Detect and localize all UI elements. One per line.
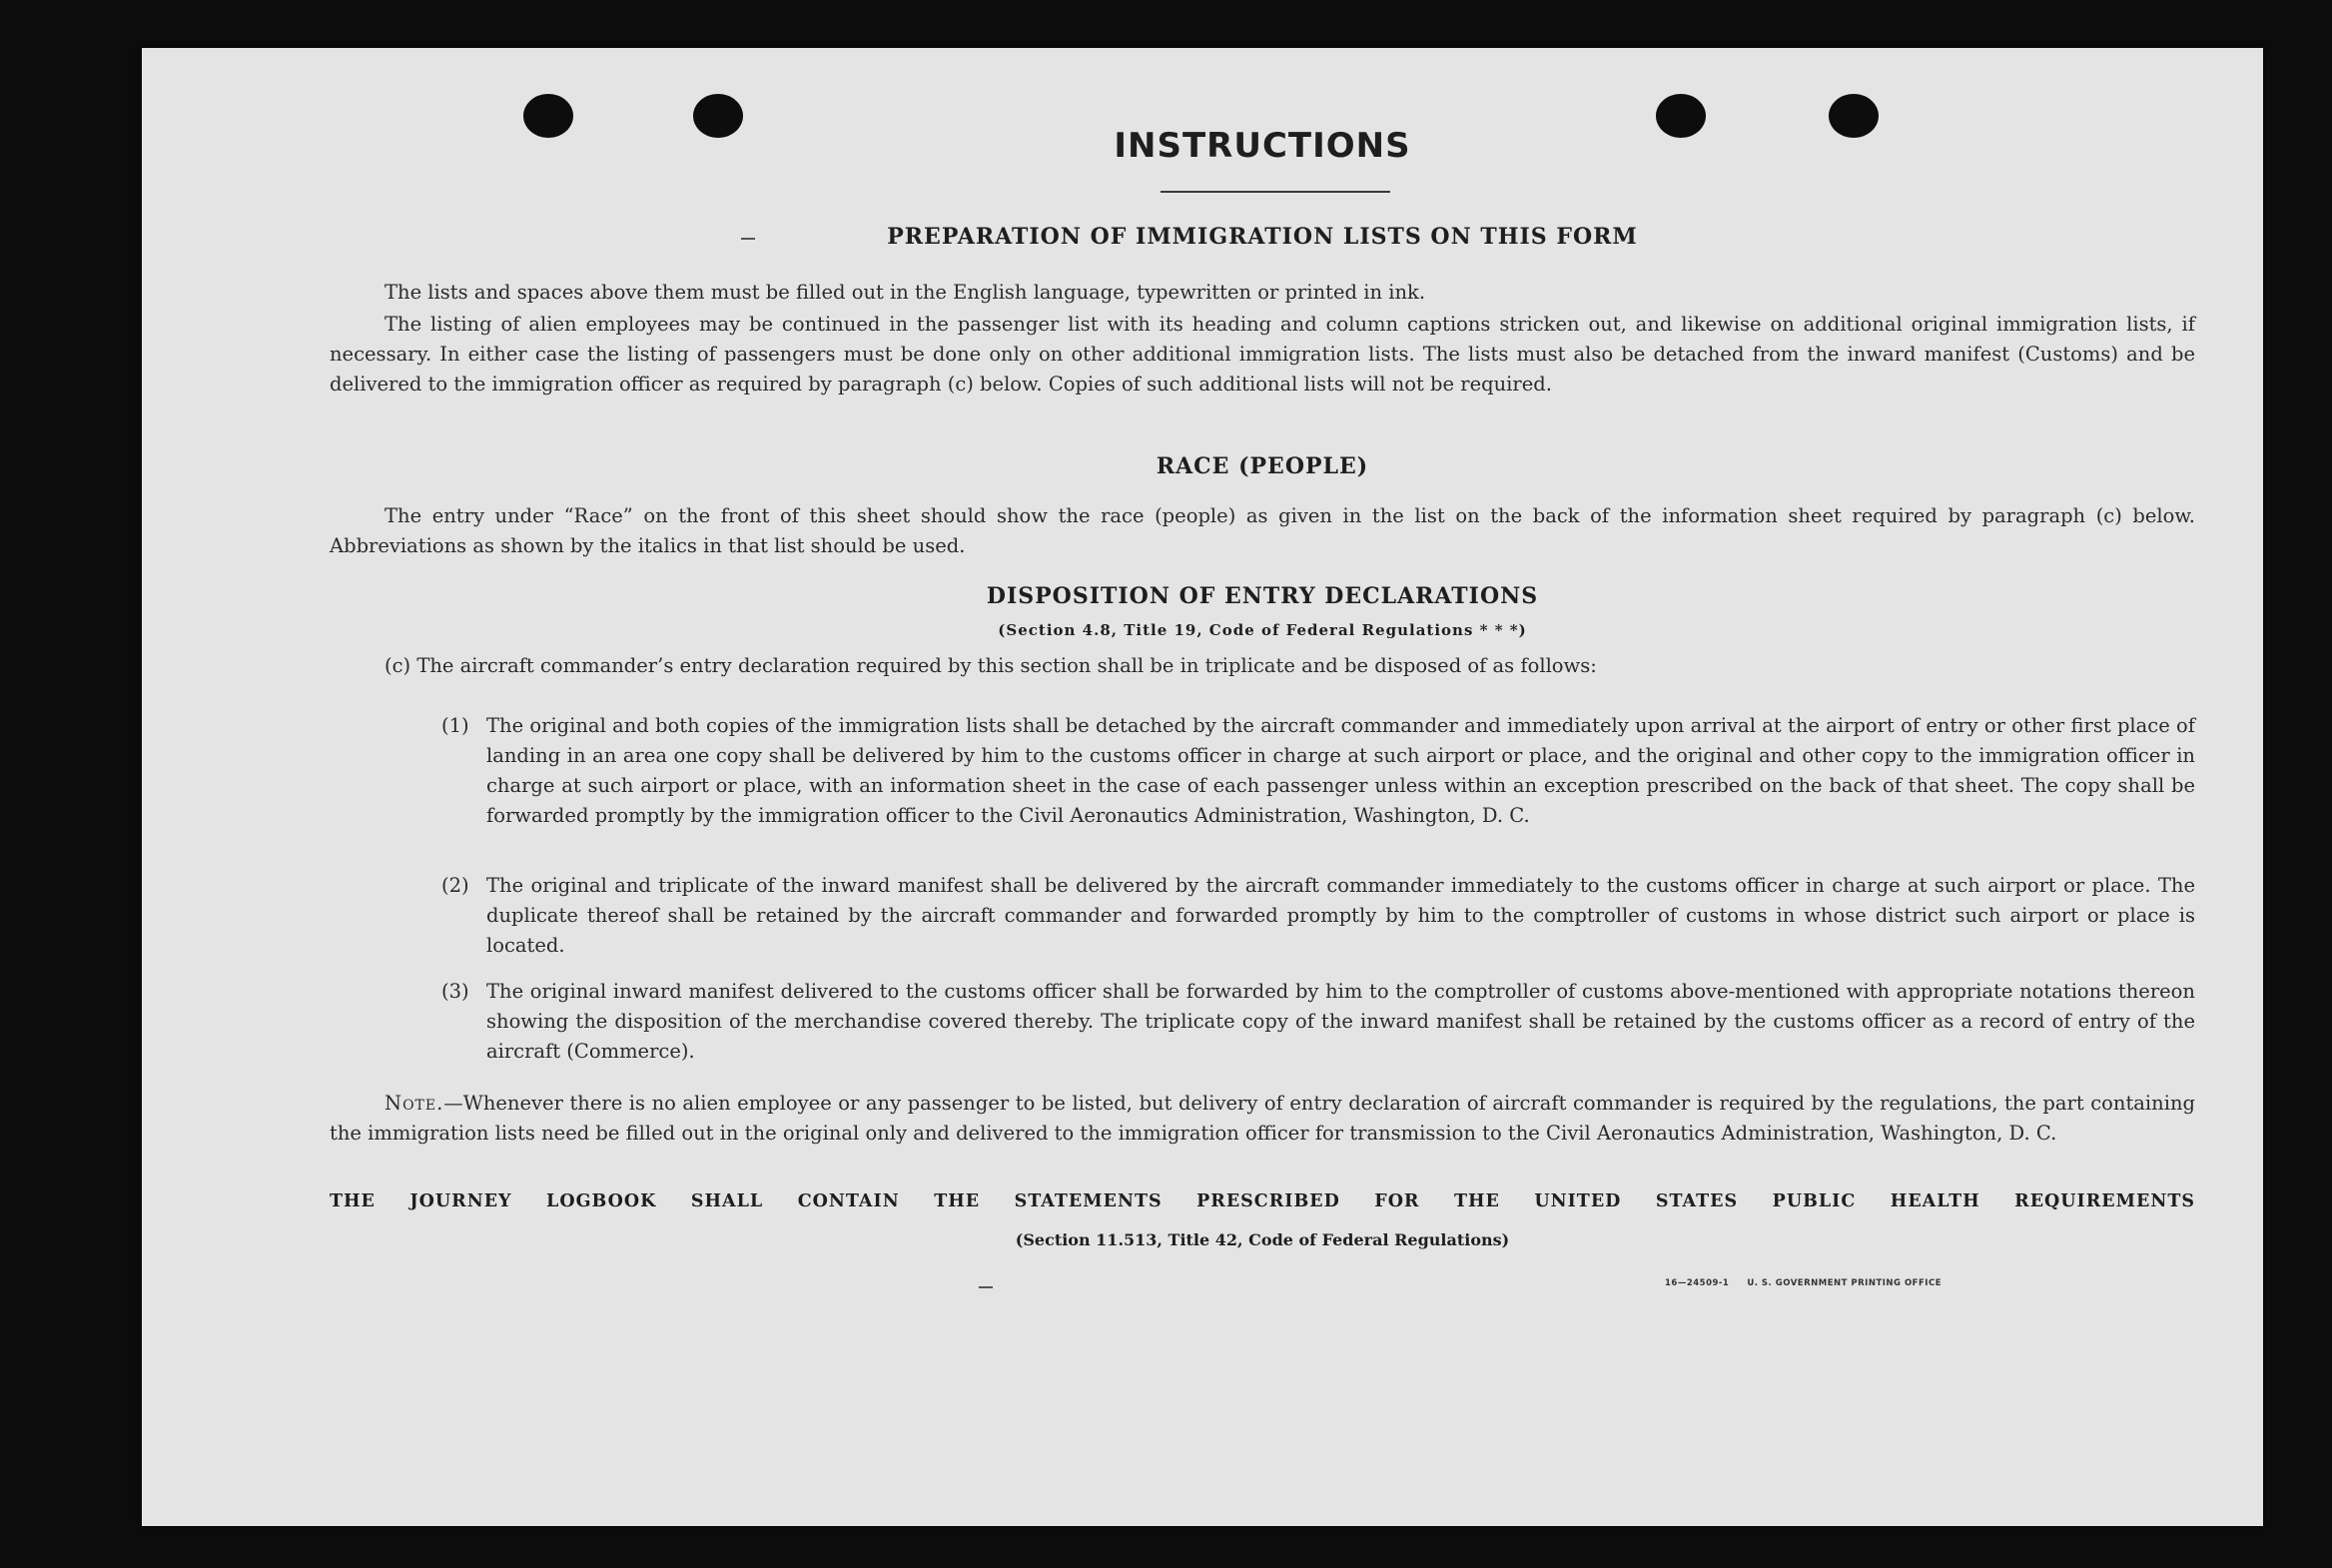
title-underline <box>1161 191 1390 193</box>
paragraph-intro-c: (c) The aircraft commander’s entry declaration required by this section shall be in triplicate and be disposed of as follows: <box>385 654 1597 677</box>
paragraph-race: The entry under “Race” on the front of this sheet should show the race (people) as given in the list on the back of the information sheet required by paragraph (c) below. Abbreviations as shown by the italics in that list should be used. <box>330 504 2195 557</box>
list-item-number: (3) <box>441 980 469 1003</box>
list-item-number: (1) <box>441 714 469 737</box>
list-item-text: The original and both copies of the immigration lists shall be detached by the aircraft commander and immediately upon arrival at the airport of entry or other first place of landing in an area one copy shall be delivered by him to the customs officer in charge at such airport or place, and the original and other copy to the immigration officer in charge at such airport or place, with an information sheet in the case of each passenger unless within an exception prescribed on the back of that sheet. The copy shall be forwarded promptly by the immigration officer to the Civil Aeronautics Administration, Washington, D. C. <box>486 714 2195 827</box>
list-item-text: The original and triplicate of the inward manifest shall be delivered by the aircraft commander immediately to the customs officer in charge at such airport or place. The duplicate thereof shall be retained by the aircraft commander and forwarded promptly by him to the comptroller of customs in whose district such airport or place is located. <box>486 874 2195 957</box>
list-item <box>441 711 2195 831</box>
note-paragraph <box>330 1089 2195 1149</box>
dash-mark <box>979 1286 993 1288</box>
section-heading-race: RACE (PEOPLE) <box>1156 453 1369 479</box>
printer-name: U. S. GOVERNMENT PRINTING OFFICE <box>1747 1278 1943 1288</box>
note-label: Note. <box>385 1092 444 1115</box>
printer-imprint <box>1665 1278 1959 1288</box>
list-item <box>441 871 2195 961</box>
footer-citation: (Section 11.513, Title 42, Code of Federal Regulations) <box>1015 1230 1510 1249</box>
section-heading-preparation: PREPARATION OF IMMIGRATION LISTS ON THIS FORM <box>887 224 1638 250</box>
section-heading-disposition: DISPOSITION OF ENTRY DECLARATIONS <box>986 583 1539 609</box>
list-item-text: The original inward manifest delivered to the customs officer shall be forwarded by him to the comptroller of customs above-mentioned with appropriate notations thereon showing the disposition of the merchandise covered thereby. The triplicate copy of the inward manifest shall be retained by the customs officer as a record of entry of the aircraft (Commerce). <box>486 980 2195 1063</box>
form-number: 16—24509-1 <box>1665 1278 1730 1288</box>
note-text: —Whenever there is no alien employee or any passenger to be listed, but delivery of entry declaration of aircraft commander is required by the regulations, the part containing the immigration lists need be filled out in the original only and delivered to the immigration officer for transmission to the Civil Aeronautics Administration, Washington, D. C. <box>330 1092 2195 1145</box>
page-title: INSTRUCTIONS <box>1114 126 1411 166</box>
paragraph-alien-employees: The listing of alien employees may be continued in the passenger list with its heading and column captions stricken out, and likewise on additional original immigration lists, if necessary. In either case the listing of passengers must be done only on other additional immigration lists. The lists must also be detached from the inward manifest (Customs) and be delivered to the immigration officer as required by paragraph (c) below. Copies of such additional lists will not be required. <box>330 313 2195 395</box>
paragraph-language: The lists and spaces above them must be filled out in the English language, typewritten or printed in ink. <box>385 281 1426 304</box>
footer-health-requirements: THE JOURNEY LOGBOOK SHALL CONTAIN THE STATEMENTS PRESCRIBED FOR THE UNITED STATES PUBLIC HEALTH REQUIREMENTS <box>330 1191 2195 1211</box>
document-page <box>142 48 2263 1526</box>
list-item-number: (2) <box>441 874 469 897</box>
list-item <box>441 977 2195 1067</box>
section-citation: (Section 4.8, Title 19, Code of Federal Regulations * * *) <box>998 621 1527 639</box>
